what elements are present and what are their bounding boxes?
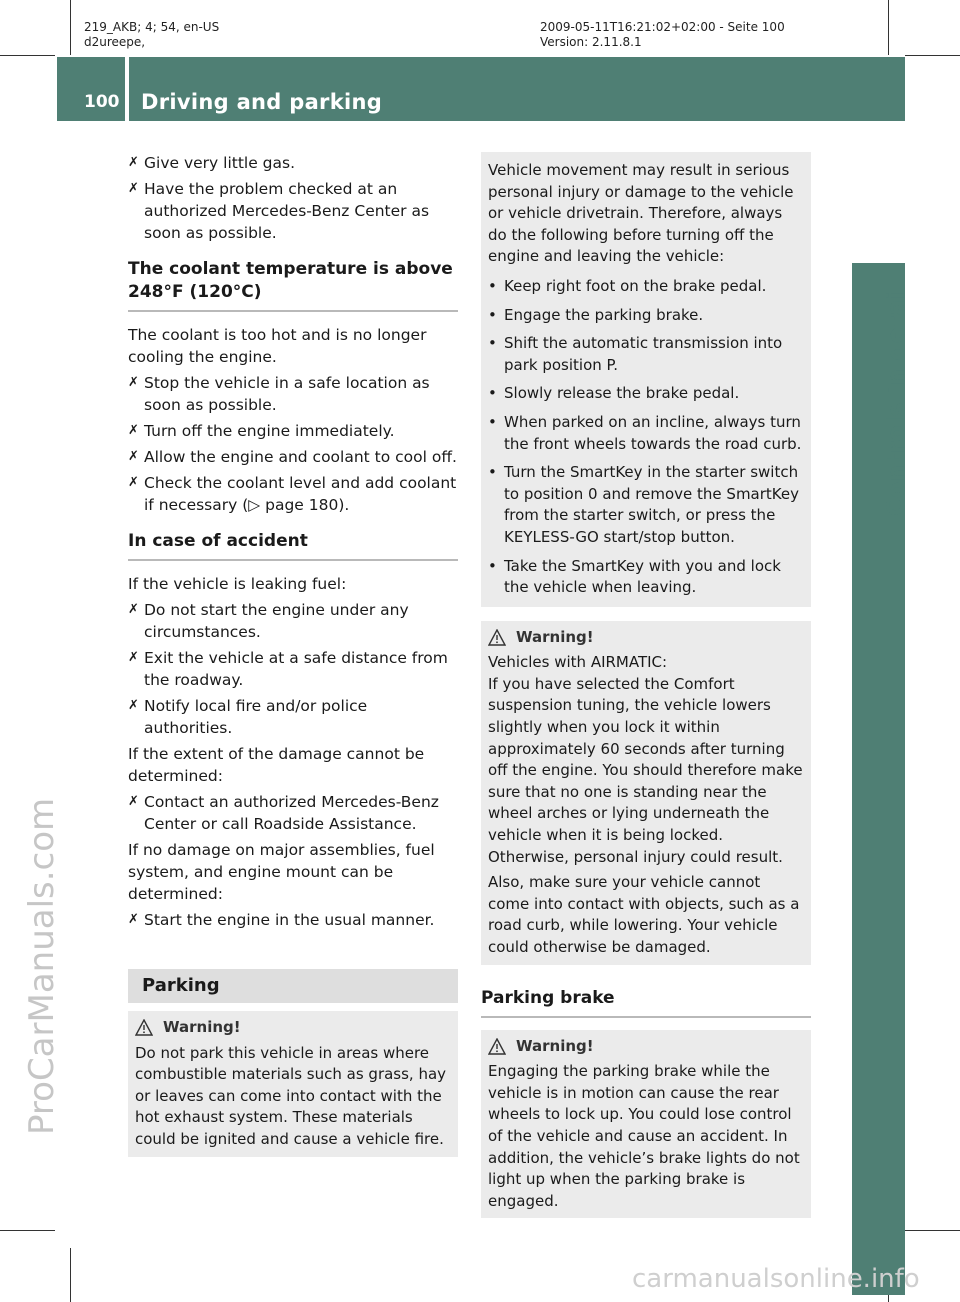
arrow-bullet-icon: ✗ [128, 602, 139, 617]
warning-text: Do not park this vehicle in areas where combustible materials such as grass, hay or leaves can come into contact with the hot exhaust system. These materials could be ignited and cause a vehicle fire. [135, 1043, 447, 1148]
instruction-item: ✗ Contact an authorized Mercedes-Benz Center or call Roadside Assistance. [128, 793, 439, 833]
right-column [481, 152, 811, 1218]
warning-heading: Warning! [488, 1036, 804, 1058]
section-label: Controls in detail [882, 282, 910, 516]
instruction-item: ✗ Allow the engine and coolant to cool off. [128, 448, 457, 466]
paragraph: If no damage on major assemblies, fuel system, and engine mount can be determined: [128, 841, 435, 903]
warning-text: Engaging the parking brake while the vehicle is in motion can cause the rear wheels to lock up. You could lose control of the vehicle and cause an accident. In addition, the vehicle’s brake lights do not light up when the parking brake is engaged. [488, 1062, 800, 1210]
crop-mark [905, 1230, 960, 1231]
arrow-bullet-icon: ✗ [128, 423, 139, 438]
warning-box-parking-brake [481, 1030, 811, 1219]
section-heading: The coolant temperature is above 248°F (120°C) [128, 258, 458, 312]
instruction-item: ✗ Stop the vehicle in a safe location as soon as possible. [128, 374, 430, 414]
arrow-bullet-icon: ✗ [128, 794, 139, 809]
print-meta-left [84, 20, 219, 50]
crop-mark [0, 55, 55, 56]
crop-mark [0, 1230, 55, 1231]
warning-heading: Warning! [488, 627, 804, 649]
box-intro: Vehicle movement may result in serious personal injury or damage to the vehicle or vehicle drivetrain. Therefore, always do the following before turning off the engine and leaving the vehicle: [488, 161, 794, 266]
crop-mark [70, 0, 71, 55]
watermark-footer: carmanualsonline.info [632, 1264, 920, 1294]
instruction-item: ✗ Turn off the engine immediately. [128, 422, 395, 440]
instruction-item: ✗ Exit the vehicle at a safe distance from the roadway. [128, 649, 448, 689]
box-list-item: • When parked on an incline, always turn the front wheels towards the road curb. [488, 412, 802, 453]
box-list-item: • Take the SmartKey with you and lock the vehicle when leaving. [488, 556, 781, 597]
header-divider [125, 57, 129, 121]
paragraph: If the vehicle is leaking fuel: [128, 575, 347, 593]
arrow-bullet-icon: ✗ [128, 375, 139, 390]
instruction-item: ✗ Notify local fire and/or police authorities. [128, 697, 368, 737]
arrow-bullet-icon: ✗ [128, 912, 139, 927]
box-list-item: • Engage the parking brake. [488, 305, 704, 324]
watermark-left: ProCarManuals.com [22, 797, 62, 1135]
warning-triangle-icon [488, 1038, 506, 1055]
meta-line: 219_AKB; 4; 54, en-US [84, 20, 220, 34]
arrow-bullet-icon: ✗ [128, 449, 139, 464]
paragraph: If the extent of the damage cannot be determined: [128, 745, 425, 785]
section-heading: In case of accident [128, 530, 458, 561]
arrow-bullet-icon: ✗ [128, 475, 139, 490]
warning-triangle-icon [135, 1019, 153, 1036]
crop-mark [888, 0, 889, 55]
paragraph: The coolant is too hot and is no longer cooling the engine. [128, 326, 427, 366]
arrow-bullet-icon: ✗ [128, 650, 139, 665]
meta-line: 2009-05-11T16:21:02+02:00 - Seite 100 [540, 20, 785, 34]
box-list-item: • Shift the automatic transmission into park position P. [488, 334, 783, 374]
arrow-bullet-icon: ✗ [128, 155, 139, 170]
parking-section-heading: Parking [128, 969, 458, 1003]
instruction-item: ✗ Start the engine in the usual manner. [128, 911, 435, 929]
instruction-item: ✗ Check the coolant level and add coolant if necessary (▷ page 180). [128, 474, 457, 514]
instruction-item: ✗ Have the problem checked at an authorized Mercedes-Benz Center as soon as possible. [128, 180, 430, 242]
page-number: 100 [84, 92, 120, 112]
section-heading: Parking brake [481, 987, 811, 1018]
meta-line: Version: 2.11.8.1 [540, 35, 642, 49]
warning-text: If you have selected the Comfort suspension tuning, the vehicle lowers slightly when you lock it within approximately 60 seconds after turning off the engine. You should therefore make sure that no one is standing near the wheel arches or lying underneath the vehicle when it is being locked. Otherwise, personal injury could result. [488, 674, 803, 866]
crop-mark [70, 1248, 71, 1302]
warning-box-airmatic [481, 621, 811, 965]
instruction-item: ✗ Give very little gas. [128, 154, 296, 172]
crop-mark [905, 55, 960, 56]
warning-triangle-icon [488, 629, 506, 646]
print-meta-right [540, 20, 785, 50]
box-list-item: • Keep right foot on the brake pedal. [488, 276, 767, 295]
info-box-vehicle-movement [481, 152, 811, 607]
warning-text: Vehicles with AIRMATIC: [488, 653, 668, 672]
arrow-bullet-icon: ✗ [128, 181, 139, 196]
meta-line: d2ureepe, [84, 35, 146, 49]
box-list-item: • Turn the SmartKey in the starter switch to position 0 and remove the SmartKey from the starter switch, or press the KEYLESS-GO start/stop button. [488, 463, 799, 546]
arrow-bullet-icon: ✗ [128, 698, 139, 713]
warning-box-parking [128, 1011, 458, 1157]
instruction-item: ✗ Do not start the engine under any circumstances. [128, 601, 409, 641]
left-column [128, 152, 458, 1157]
page-title: Driving and parking [141, 90, 383, 114]
box-list-item: • Slowly release the brake pedal. [488, 384, 740, 403]
warning-heading: Warning! [135, 1017, 451, 1039]
warning-text: Also, make sure your vehicle cannot come into contact with objects, such as a road curb, while lowering. Your vehicle could otherwise be damaged. [488, 873, 800, 956]
